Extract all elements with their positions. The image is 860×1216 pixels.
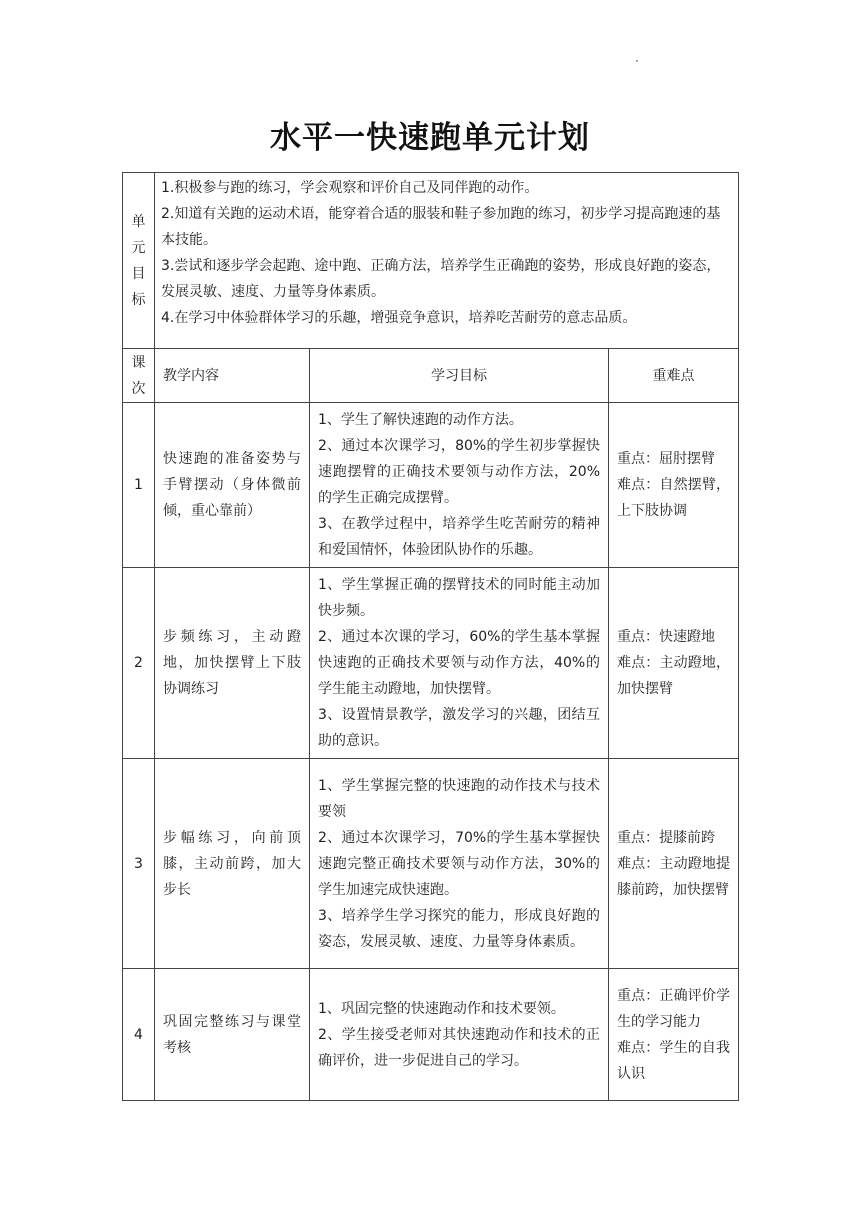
- key-point: 重点：提膝前跨: [617, 829, 715, 846]
- header-objectives: 学习目标: [310, 349, 609, 403]
- difficult-point: 难点：自然摆臂，上下肢协调: [617, 477, 730, 519]
- difficult-point: 难点：主动蹬地提膝前跨，加快摆臂: [617, 855, 730, 898]
- lesson-key-points: [609, 568, 739, 759]
- unit-goal-item: 4.在学习中体验群体学习的乐趣，增强竞争意识，培养吃苦耐劳的意志品质。: [161, 310, 637, 326]
- lesson-content: 步频练习，主动蹬地，加快摆臂上下肢协调练习: [155, 568, 310, 759]
- objective-item: 2、学生接受老师对其快速跑动作和技术的正确评价，进一步促进自己的学习。: [318, 1026, 600, 1069]
- lesson-objectives: [310, 568, 609, 759]
- objective-item: 1、学生掌握完整的快速跑的动作技术与技术要领: [318, 777, 600, 820]
- objective-item: 1、学生了解快速跑的动作方法。: [318, 412, 523, 428]
- lesson-key-points: [609, 403, 739, 568]
- lesson-row: [123, 403, 739, 568]
- objective-item: 1、学生掌握正确的摆臂技术的同时能主动加快步频。: [318, 577, 600, 619]
- key-point: 重点：快速蹬地: [617, 629, 715, 645]
- header-row: [123, 349, 739, 403]
- unit-goals-label: [123, 173, 155, 349]
- lesson-objectives: [310, 969, 609, 1101]
- header-content: 教学内容: [155, 349, 310, 403]
- objective-item: 3、培养学生学习探究的能力，形成良好跑的姿态，发展灵敏、速度、力量等身体素质。: [318, 907, 600, 950]
- lesson-content: 巩固完整练习与课堂考核: [155, 969, 310, 1101]
- objective-item: 2、通过本次课的学习，60%的学生基本掌握快速跑的正确技术要领与动作方法，40%的学生能主动蹬地，加快摆臂。: [318, 629, 600, 697]
- label-char: 标: [131, 291, 146, 308]
- lesson-content: 快速跑的准备姿势与手臂摆动（身体微前倾，重心靠前）: [155, 403, 310, 568]
- label-char: 次: [131, 380, 146, 397]
- unit-plan-table: [122, 172, 739, 1101]
- unit-goals-content: [155, 173, 739, 349]
- page-title: 水平一快速跑单元计划: [270, 120, 590, 156]
- unit-goal-item: 2.知道有关跑的运动术语，能穿着合适的服装和鞋子参加跑的练习，初步学习提高跑速的基本技能。: [161, 206, 721, 248]
- lesson-row: [123, 969, 739, 1101]
- lesson-key-points: [609, 969, 739, 1101]
- lesson-key-points: [609, 759, 739, 969]
- lesson-row: [123, 759, 739, 969]
- header-key-points: 重难点: [609, 349, 739, 403]
- lesson-number: 4: [123, 969, 155, 1101]
- difficult-point: 难点：学生的自我认识: [617, 1039, 730, 1082]
- header-lesson: [123, 349, 155, 403]
- lesson-objectives: [310, 403, 609, 568]
- unit-goal-item: 1.积极参与跑的练习，学会观察和评价自己及同伴跑的动作。: [161, 180, 539, 196]
- label-char: 元: [131, 239, 146, 256]
- lesson-number: 2: [123, 568, 155, 759]
- label-char: 课: [131, 354, 146, 371]
- lesson-content: 步幅练习，向前顶膝，主动前跨，加大步长: [155, 759, 310, 969]
- objective-item: 2、通过本次课学习，70%的学生基本掌握快速跑完整正确技术要领与动作方法，30%的学生加速完成快速跑。: [318, 829, 600, 898]
- lesson-objectives: [310, 759, 609, 969]
- objective-item: 3、在教学过程中，培养学生吃苦耐劳的精神和爱国情怀，体验团队协作的乐趣。: [318, 516, 600, 558]
- label-char: 目: [131, 265, 146, 282]
- lesson-row: [123, 568, 739, 759]
- objective-item: 2、通过本次课学习，80%的学生初步掌握快速跑摆臂的正确技术要领与动作方法，20%的学生正确完成摆臂。: [318, 438, 600, 506]
- key-point: 重点：正确评价学生的学习能力: [617, 987, 730, 1030]
- lesson-number: 3: [123, 759, 155, 969]
- label-char: 单: [131, 213, 146, 230]
- lesson-number: 1: [123, 403, 155, 568]
- unit-goals-row: [123, 173, 739, 349]
- objective-item: 3、设置情景教学，激发学习的兴趣，团结互助的意识。: [318, 707, 600, 749]
- key-point: 重点：屈肘摆臂: [617, 451, 715, 467]
- unit-goal-item: 3.尝试和逐步学会起跑、途中跑、正确方法，培养学生正确跑的姿势，形成良好跑的姿态，发展灵敏、速度、力量等身体素质。: [161, 258, 721, 300]
- objective-item: 1、巩固完整的快速跑动作和技术要领。: [318, 1000, 565, 1017]
- difficult-point: 难点：主动蹬地，加快摆臂: [617, 655, 730, 697]
- page-dot: [636, 60, 638, 62]
